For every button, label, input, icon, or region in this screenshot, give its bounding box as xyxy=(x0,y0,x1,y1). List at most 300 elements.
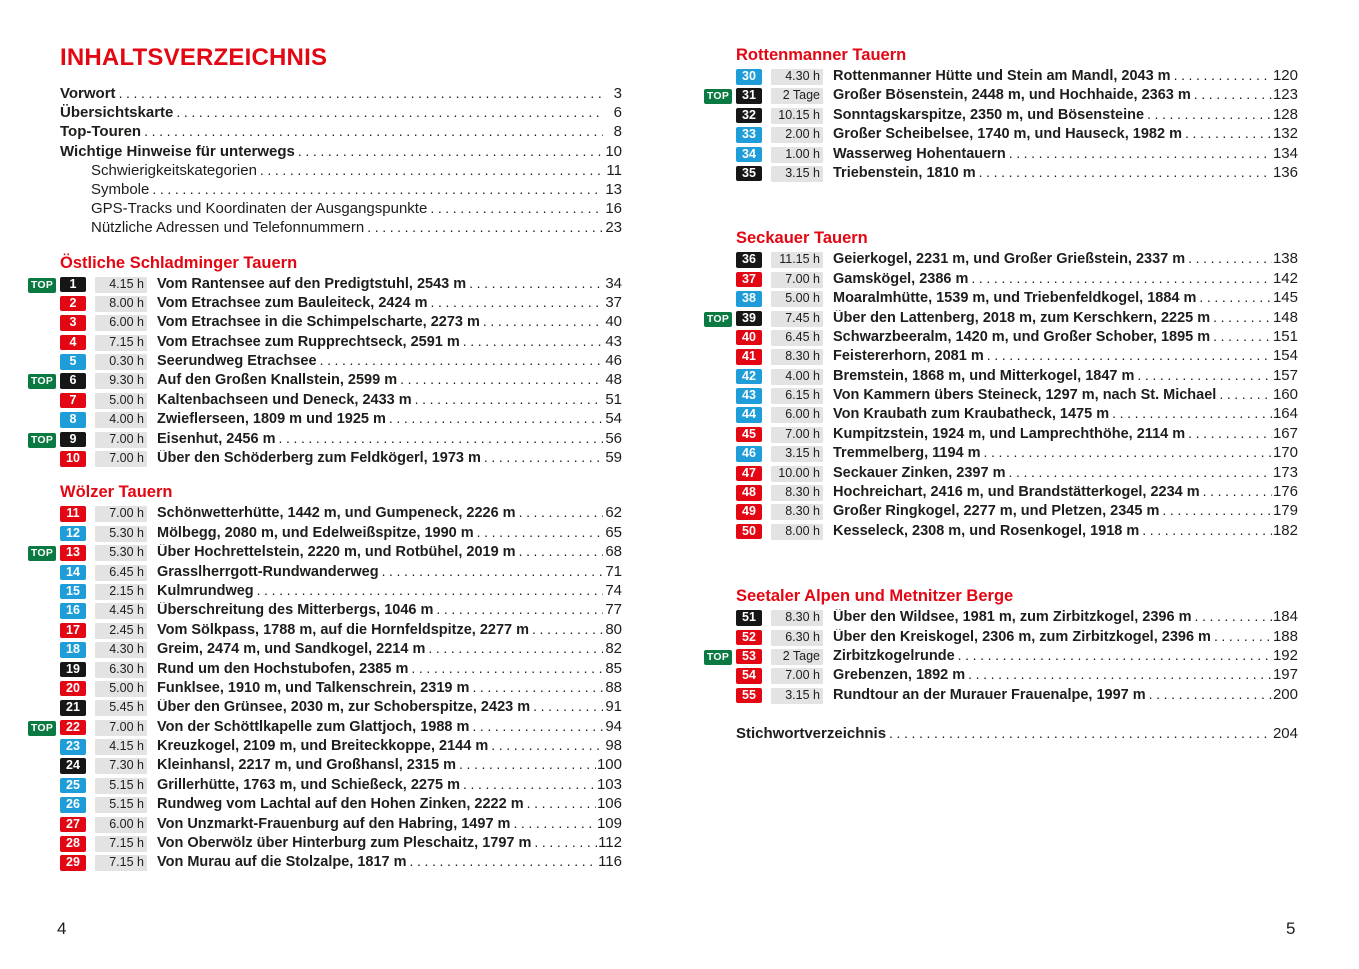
tour-page: 91 xyxy=(605,698,622,716)
tour-row xyxy=(28,640,622,659)
tour-row xyxy=(704,86,1298,105)
index-entry-label: Stichwortverzeichnis xyxy=(736,725,887,743)
tour-row xyxy=(704,347,1298,366)
page-title: INHALTSVERZEICHNIS xyxy=(60,44,328,71)
tour-title: Kesseleck, 2308 m, und Rosenkogel, 1918 m xyxy=(833,522,1140,539)
intro-row xyxy=(60,162,622,181)
tour-page: 106 xyxy=(596,795,622,813)
tour-time: 11.15 h xyxy=(771,252,823,268)
tour-number-badge: 4 xyxy=(60,335,86,351)
tour-page: 68 xyxy=(605,543,622,561)
tour-number-badge: 15 xyxy=(60,584,86,600)
dot-leader xyxy=(1188,425,1272,441)
tour-row xyxy=(28,313,622,332)
dot-leader xyxy=(519,543,603,559)
tour-row xyxy=(704,106,1298,125)
section-heading: Rottenmanner Tauern xyxy=(736,46,907,64)
tour-number-badge: 3 xyxy=(60,315,86,331)
dot-leader xyxy=(519,504,603,520)
tour-row xyxy=(704,522,1298,541)
tour-number-badge: 12 xyxy=(60,526,86,542)
tour-number-badge: 40 xyxy=(736,330,762,346)
tour-page: 48 xyxy=(605,371,622,389)
dot-leader xyxy=(152,181,603,197)
tour-number-badge: 42 xyxy=(736,369,762,385)
tour-title: Über den Wildsee, 1981 m, zum Zirbitzkogel, 2396 m xyxy=(833,609,1192,626)
tour-row xyxy=(28,853,622,872)
tour-time: 4.30 h xyxy=(771,69,823,85)
dot-leader xyxy=(260,162,603,178)
tour-page: 200 xyxy=(1272,685,1298,703)
tour-page: 192 xyxy=(1272,646,1298,664)
tour-row xyxy=(28,352,622,371)
tour-row xyxy=(28,563,622,582)
tour-time: 3.15 h xyxy=(771,688,823,704)
tour-number-badge: 28 xyxy=(60,836,86,852)
dot-leader xyxy=(463,333,603,349)
intro-row xyxy=(60,85,622,104)
dot-leader xyxy=(1188,250,1272,266)
tour-number-badge: 19 xyxy=(60,662,86,678)
tour-time: 3.15 h xyxy=(771,166,823,182)
tour-time: 5.45 h xyxy=(95,700,147,716)
dot-leader xyxy=(389,410,603,426)
tour-number-badge: 29 xyxy=(60,855,86,871)
tour-time: 7.00 h xyxy=(95,720,147,736)
tour-number-badge: 25 xyxy=(60,778,86,794)
tour-time: 7.15 h xyxy=(95,855,147,871)
tour-page: 148 xyxy=(1272,308,1298,326)
tour-title: Geierkogel, 2231 m, und Großer Grießstein, 2337 m xyxy=(833,251,1186,268)
dot-leader xyxy=(1112,405,1272,421)
tour-time: 6.00 h xyxy=(771,407,823,423)
tour-time: 2.45 h xyxy=(95,623,147,639)
tour-title: Moaralmhütte, 1539 m, und Triebenfeldkogel, 1884 m xyxy=(833,290,1197,307)
tour-time: 5.00 h xyxy=(95,681,147,697)
tour-page: 46 xyxy=(605,352,622,370)
dot-leader xyxy=(1203,483,1272,499)
tour-time: 2 Tage xyxy=(771,88,823,104)
tour-row xyxy=(704,425,1298,444)
tour-number-badge: 11 xyxy=(60,506,86,522)
tour-page: 56 xyxy=(605,429,622,447)
dot-leader xyxy=(1199,289,1272,305)
tour-page: 37 xyxy=(605,293,622,311)
tour-time: 7.00 h xyxy=(771,668,823,684)
dot-leader xyxy=(1213,328,1272,344)
tour-row xyxy=(704,250,1298,269)
tour-number-badge: 16 xyxy=(60,603,86,619)
dot-leader xyxy=(958,647,1272,663)
tour-title: Rottenmanner Hütte und Stein am Mandl, 2043 m xyxy=(833,68,1171,84)
tour-number-badge: 30 xyxy=(736,69,762,85)
tour-title: Bremstein, 1868 m, und Mitterkogel, 1847 m xyxy=(833,367,1135,384)
page-number-left: 4 xyxy=(57,919,67,938)
tour-page: 176 xyxy=(1272,483,1298,501)
tour-page: 112 xyxy=(598,834,622,852)
tour-title: Vom Etrachsee in die Schimpelscharte, 2273 m xyxy=(157,314,480,331)
tour-number-badge: 43 xyxy=(736,388,762,404)
tour-time: 4.00 h xyxy=(771,369,823,385)
top-badge-slot xyxy=(28,543,60,561)
dot-leader xyxy=(532,621,603,637)
tour-number-badge: 37 xyxy=(736,272,762,288)
dot-leader xyxy=(1194,608,1272,624)
tour-time: 4.15 h xyxy=(95,739,147,755)
tour-row xyxy=(28,430,622,449)
tour-page: 59 xyxy=(605,449,622,467)
tour-time: 2.15 h xyxy=(95,584,147,600)
tour-page: 157 xyxy=(1272,366,1298,384)
tour-page: 54 xyxy=(605,410,622,428)
tour-title: Rundweg vom Lachtal auf den Hohen Zinken, 2222 m xyxy=(157,796,524,813)
tour-number-badge: 13 xyxy=(60,545,86,561)
tour-title: Von Oberwölz über Hinterburg zum Pleschaitz, 1797 m xyxy=(157,835,532,852)
tour-row xyxy=(28,410,622,429)
dot-leader xyxy=(257,582,603,598)
intro-page: 13 xyxy=(605,180,622,198)
tour-title: Wasserweg Hohentauern xyxy=(833,145,1006,162)
tour-number-badge: 49 xyxy=(736,504,762,520)
tour-title: Tremmelberg, 1194 m xyxy=(833,445,981,462)
dot-leader xyxy=(1142,522,1272,538)
intro-row xyxy=(60,104,622,123)
dot-leader xyxy=(430,200,603,216)
tour-row xyxy=(704,647,1298,666)
tour-title: Rundtour an der Murauer Frauenalpe, 1997 m xyxy=(833,686,1146,703)
tour-row xyxy=(28,718,622,737)
top-badge: TOP xyxy=(704,650,732,665)
section-heading: Östliche Schladminger Tauern xyxy=(60,253,298,272)
tour-title: Triebenstein, 1810 m xyxy=(833,164,976,181)
top-badge-slot xyxy=(28,275,60,293)
intro-list xyxy=(60,85,622,239)
tour-time: 7.00 h xyxy=(95,506,147,522)
tour-page: 40 xyxy=(605,313,622,331)
tour-row xyxy=(28,294,622,313)
tour-row xyxy=(704,666,1298,685)
top-badge-slot xyxy=(28,430,60,448)
dot-leader xyxy=(320,352,603,368)
tour-time: 8.30 h xyxy=(771,504,823,520)
tour-number-badge: 6 xyxy=(60,373,86,389)
tour-title: Gamskögel, 2386 m xyxy=(833,270,969,287)
tour-row xyxy=(28,834,622,853)
tour-page: 116 xyxy=(598,853,622,871)
tour-page: 164 xyxy=(1272,405,1298,423)
tour-page: 182 xyxy=(1272,521,1298,539)
tour-page: 160 xyxy=(1272,386,1298,404)
dot-leader xyxy=(469,275,603,291)
dot-leader xyxy=(415,391,603,407)
tour-page: 65 xyxy=(605,523,622,541)
tour-time: 5.15 h xyxy=(95,778,147,794)
dot-leader xyxy=(436,601,603,617)
tour-row xyxy=(28,698,622,717)
tour-time: 8.30 h xyxy=(771,349,823,365)
tour-page: 138 xyxy=(1272,250,1298,268)
top-badge: TOP xyxy=(28,374,56,389)
tour-row xyxy=(28,795,622,814)
tour-row xyxy=(704,444,1298,463)
tour-row xyxy=(704,67,1298,86)
tour-title: Vom Rantensee auf den Predigtstuhl, 2543 m xyxy=(157,275,467,292)
tour-page: 132 xyxy=(1272,125,1298,143)
tour-time: 10.15 h xyxy=(771,108,823,124)
tour-row xyxy=(28,333,622,352)
tour-row xyxy=(28,275,622,294)
tour-title: Kulmrundweg xyxy=(157,582,254,599)
dot-leader xyxy=(459,756,596,772)
tour-title: Großer Bösenstein, 2448 m, und Hochhaide, 2363 m xyxy=(833,87,1191,104)
tour-number-badge: 48 xyxy=(736,485,762,501)
tour-title: Feistererhorn, 2081 m xyxy=(833,348,984,365)
tour-number-badge: 36 xyxy=(736,252,762,268)
dot-leader xyxy=(979,164,1272,180)
tour-time: 7.00 h xyxy=(95,432,147,448)
tour-time: 4.45 h xyxy=(95,603,147,619)
tour-row xyxy=(28,756,622,775)
tour-time: 8.00 h xyxy=(771,524,823,540)
tour-title: Sonntagskarspitze, 2350 m, und Bösensteine xyxy=(833,106,1145,123)
tour-title: Eisenhut, 2456 m xyxy=(157,430,276,447)
tour-title: Greim, 2474 m, und Sandkogel, 2214 m xyxy=(157,641,426,658)
intro-page: 11 xyxy=(606,161,622,179)
dot-leader xyxy=(889,725,1272,741)
dot-leader xyxy=(527,795,596,811)
tour-title: Hochreichart, 2416 m, und Brandstätterkogel, 2234 m xyxy=(833,484,1200,501)
tour-title: Zwieflerseen, 1809 m und 1925 m xyxy=(157,411,386,428)
tour-number-badge: 52 xyxy=(736,630,762,646)
tour-time: 7.00 h xyxy=(771,272,823,288)
top-badge: TOP xyxy=(28,278,56,293)
tour-row xyxy=(704,164,1298,183)
tour-row xyxy=(704,145,1298,164)
tour-title: Über Hochrettelstein, 2220 m, und Rotbühel, 2019 m xyxy=(157,544,516,561)
tour-page: 188 xyxy=(1272,627,1298,645)
tour-time: 8.30 h xyxy=(771,485,823,501)
tour-time: 7.00 h xyxy=(771,427,823,443)
tour-row xyxy=(704,270,1298,289)
tour-row xyxy=(704,386,1298,405)
dot-leader xyxy=(483,313,603,329)
tour-number-badge: 46 xyxy=(736,446,762,462)
tour-title: Auf den Großen Knallstein, 2599 m xyxy=(157,372,398,389)
tour-time: 8.30 h xyxy=(771,610,823,626)
tour-number-badge: 34 xyxy=(736,147,762,163)
tour-number-badge: 8 xyxy=(60,412,86,428)
tour-title: Schwarzbeeralm, 1420 m, und Großer Schober, 1895 m xyxy=(833,328,1211,345)
dot-leader xyxy=(513,815,596,831)
tour-number-badge: 14 xyxy=(60,565,86,581)
intro-row xyxy=(60,200,622,219)
tour-page: 77 xyxy=(605,601,622,619)
tour-row xyxy=(704,328,1298,347)
dot-leader xyxy=(534,834,597,850)
tour-row xyxy=(704,483,1298,502)
tour-number-badge: 50 xyxy=(736,524,762,540)
dot-leader xyxy=(1009,145,1272,161)
tour-row xyxy=(28,371,622,390)
tour-number-badge: 44 xyxy=(736,407,762,423)
tour-time: 6.15 h xyxy=(771,388,823,404)
tour-title: Vom Etrachsee zum Rupprechtseck, 2591 m xyxy=(157,333,460,350)
tour-number-badge: 24 xyxy=(60,758,86,774)
section-heading: Wölzer Tauern xyxy=(60,483,173,502)
tour-title: Kaltenbachseen und Deneck, 2433 m xyxy=(157,391,412,408)
tour-title: Grebenzen, 1892 m xyxy=(833,667,966,684)
tour-number-badge: 23 xyxy=(60,739,86,755)
tour-time: 7.15 h xyxy=(95,335,147,351)
tour-page: 184 xyxy=(1272,608,1298,626)
tour-row xyxy=(704,502,1298,521)
tour-title: Grasslherrgott-Rundwanderweg xyxy=(157,563,379,580)
dot-leader xyxy=(1162,502,1272,518)
tour-page: 179 xyxy=(1272,502,1298,520)
tour-number-badge: 1 xyxy=(60,277,86,293)
section-heading: Seetaler Alpen und Metnitzer Berge xyxy=(736,587,1014,606)
tour-title: Seckauer Zinken, 2397 m xyxy=(833,464,1006,481)
intro-page: 16 xyxy=(605,200,622,218)
top-badge-slot xyxy=(704,309,736,327)
tour-title: Von Unzmarkt-Frauenburg auf den Habring, 1497 m xyxy=(157,815,511,832)
tour-page: 120 xyxy=(1272,67,1298,84)
tour-title: Vom Etrachsee zum Bauleiteck, 2424 m xyxy=(157,294,428,311)
tour-time: 5.30 h xyxy=(95,545,147,561)
intro-page: 10 xyxy=(605,142,622,160)
dot-leader xyxy=(472,679,603,695)
top-badge: TOP xyxy=(28,546,56,561)
intro-page: 8 xyxy=(613,123,622,141)
tour-time: 8.00 h xyxy=(95,296,147,312)
page-number-right: 5 xyxy=(1286,919,1296,938)
intro-page: 3 xyxy=(613,85,622,102)
tour-page: 62 xyxy=(605,504,622,522)
dot-leader xyxy=(298,143,603,159)
tour-page: 134 xyxy=(1272,144,1298,162)
intro-page: 6 xyxy=(613,104,622,122)
tour-page: 94 xyxy=(605,717,622,735)
tour-title: Über den Schöderberg zum Feldkögerl, 1973 m xyxy=(157,450,481,467)
left-sections xyxy=(28,254,622,873)
dot-leader xyxy=(278,430,603,446)
tour-number-badge: 33 xyxy=(736,127,762,143)
tour-time: 7.30 h xyxy=(95,758,147,774)
intro-page: 23 xyxy=(605,219,622,237)
tour-row xyxy=(704,125,1298,144)
tour-title: Mölbegg, 2080 m, und Edelweißspitze, 1990 m xyxy=(157,524,474,541)
tour-time: 5.00 h xyxy=(771,291,823,307)
tour-time: 4.00 h xyxy=(95,412,147,428)
tour-row xyxy=(28,660,622,679)
index-entry-row xyxy=(736,725,1298,744)
tour-number-badge: 55 xyxy=(736,688,762,704)
tour-time: 5.15 h xyxy=(95,797,147,813)
left-page-column xyxy=(28,0,622,873)
tour-time: 3.15 h xyxy=(771,446,823,462)
tour-time: 6.30 h xyxy=(771,630,823,646)
tour-page: 51 xyxy=(605,390,622,408)
tour-page: 100 xyxy=(596,756,622,774)
dot-leader xyxy=(1213,309,1272,325)
tour-time: 10.00 h xyxy=(771,466,823,482)
dot-leader xyxy=(968,666,1272,682)
intro-label: GPS-Tracks und Koordinaten der Ausgangspunkte xyxy=(91,200,428,218)
tour-number-badge: 32 xyxy=(736,108,762,124)
tour-page: 167 xyxy=(1272,424,1298,442)
tour-row xyxy=(28,679,622,698)
tour-number-badge: 17 xyxy=(60,623,86,639)
section-heading: Seckauer Tauern xyxy=(736,229,868,248)
tour-number-badge: 5 xyxy=(60,354,86,370)
tour-title: Von der Schöttlkapelle zum Glattjoch, 1988 m xyxy=(157,718,470,735)
tour-number-badge: 7 xyxy=(60,393,86,409)
tour-number-badge: 38 xyxy=(736,291,762,307)
tour-page: 142 xyxy=(1272,269,1298,287)
tour-page: 151 xyxy=(1272,327,1298,345)
tour-row xyxy=(28,449,622,468)
intro-label: Nützliche Adressen und Telefonnummern xyxy=(91,219,365,237)
tour-row xyxy=(28,504,622,523)
tour-row xyxy=(28,737,622,756)
tour-page: 71 xyxy=(605,562,622,580)
dot-leader xyxy=(428,640,603,656)
tour-page: 43 xyxy=(605,332,622,350)
dot-leader xyxy=(1185,125,1272,141)
tour-page: 74 xyxy=(605,581,622,599)
intro-label: Symbole xyxy=(91,180,150,198)
dot-leader xyxy=(1174,67,1272,83)
dot-leader xyxy=(176,104,603,120)
top-badge-slot xyxy=(28,371,60,389)
tour-row xyxy=(28,524,622,543)
intro-row xyxy=(60,181,622,200)
tour-number-badge: 54 xyxy=(736,668,762,684)
tour-row xyxy=(704,628,1298,647)
tour-time: 5.00 h xyxy=(95,393,147,409)
tour-time: 4.15 h xyxy=(95,277,147,293)
tour-time: 0.30 h xyxy=(95,354,147,370)
tour-title: Kleinhansl, 2217 m, und Großhansl, 2315 m xyxy=(157,757,456,774)
tour-row xyxy=(28,601,622,620)
intro-row xyxy=(60,219,622,238)
tour-title: Großer Scheibelsee, 1740 m, und Hauseck, 1982 m xyxy=(833,126,1182,143)
tour-number-badge: 2 xyxy=(60,296,86,312)
tour-row xyxy=(704,405,1298,424)
tour-number-badge: 22 xyxy=(60,720,86,736)
tour-title: Schönwetterhütte, 1442 m, und Gumpeneck, 2226 m xyxy=(157,505,516,522)
tour-page: 88 xyxy=(605,678,622,696)
tour-row xyxy=(704,367,1298,386)
dot-leader xyxy=(971,270,1272,286)
tour-number-badge: 35 xyxy=(736,166,762,182)
intro-row xyxy=(60,143,622,162)
tour-time: 7.00 h xyxy=(95,451,147,467)
tour-time: 6.30 h xyxy=(95,662,147,678)
dot-leader xyxy=(144,123,603,139)
dot-leader xyxy=(410,853,598,869)
dot-leader xyxy=(477,524,603,540)
tour-number-badge: 31 xyxy=(736,88,762,104)
top-badge-slot xyxy=(704,86,736,104)
tour-number-badge: 41 xyxy=(736,349,762,365)
tour-page: 197 xyxy=(1272,666,1298,684)
intro-label: Top-Touren xyxy=(60,123,142,141)
tour-page: 136 xyxy=(1272,163,1298,181)
top-badge-slot xyxy=(704,647,736,665)
tour-number-badge: 51 xyxy=(736,610,762,626)
tour-page: 170 xyxy=(1272,444,1298,462)
